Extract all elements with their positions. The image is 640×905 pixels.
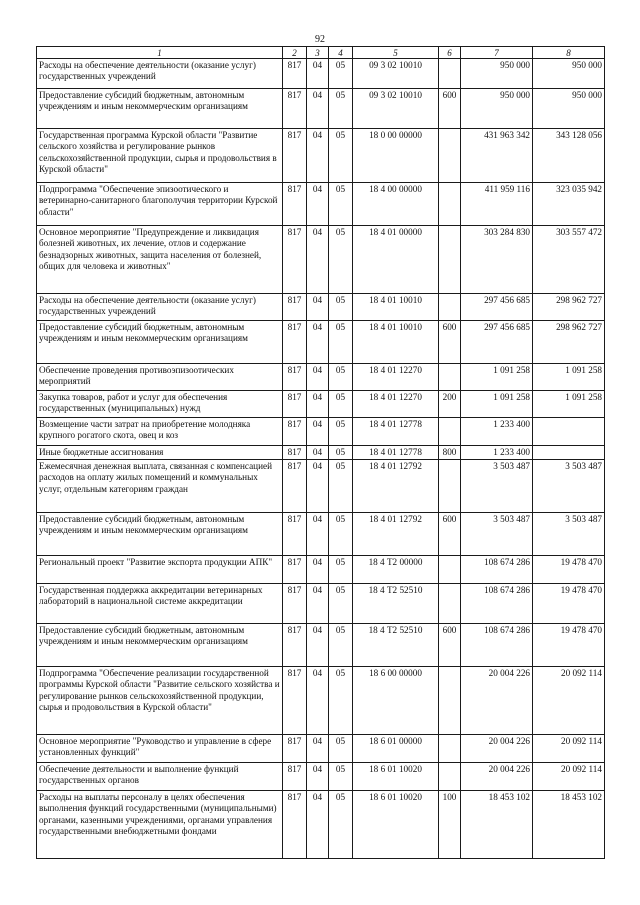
- budget-table: [36, 46, 605, 859]
- row-vr: [439, 667, 461, 735]
- row-name: Обеспечение деятельности и выполнение функций государственных органов: [37, 763, 283, 791]
- header-col-4: 4: [329, 47, 353, 59]
- row-sum2: 950 000: [533, 59, 605, 89]
- row-sum1: 431 963 342: [461, 129, 533, 183]
- row-sum2: 19 478 470: [533, 584, 605, 624]
- header-col-7: 7: [461, 47, 533, 59]
- row-grbs: 817: [283, 294, 307, 321]
- row-sum1: 108 674 286: [461, 624, 533, 667]
- row-vr: [439, 226, 461, 294]
- row-sum1: 1 233 400: [461, 446, 533, 460]
- row-vr: 600: [439, 89, 461, 129]
- row-name: Иные бюджетные ассигнования: [37, 446, 283, 460]
- row-rz: 04: [307, 364, 329, 391]
- row-pr: 05: [329, 391, 353, 418]
- table-row: [37, 624, 605, 667]
- row-sum2: 20 092 114: [533, 763, 605, 791]
- row-sum2: 298 962 727: [533, 294, 605, 321]
- row-grbs: 817: [283, 391, 307, 418]
- row-sum1: 3 503 487: [461, 460, 533, 513]
- row-grbs: 817: [283, 624, 307, 667]
- row-sum2: 303 557 472: [533, 226, 605, 294]
- table-row: [37, 667, 605, 735]
- row-rz: 04: [307, 446, 329, 460]
- row-csr: 18 0 00 00000: [353, 129, 439, 183]
- row-vr: 100: [439, 791, 461, 859]
- table-row: [37, 460, 605, 513]
- row-pr: 05: [329, 321, 353, 364]
- row-name: Обеспечение проведения противоэпизоотических мероприятий: [37, 364, 283, 391]
- row-pr: 05: [329, 183, 353, 226]
- row-vr: [439, 735, 461, 763]
- table-row: [37, 446, 605, 460]
- row-csr: 18 6 01 00000: [353, 735, 439, 763]
- row-vr: [439, 418, 461, 446]
- row-rz: 04: [307, 460, 329, 513]
- row-grbs: 817: [283, 667, 307, 735]
- row-csr: 18 6 00 00000: [353, 667, 439, 735]
- row-sum2: 950 000: [533, 89, 605, 129]
- row-rz: 04: [307, 391, 329, 418]
- row-vr: [439, 364, 461, 391]
- row-sum1: 297 456 685: [461, 294, 533, 321]
- row-sum1: 411 959 116: [461, 183, 533, 226]
- table-row: [37, 294, 605, 321]
- row-name: Расходы на выплаты персоналу в целях обеспечения выполнения функций государственными (муниципальными) органами, казенными учреждениями, органами управления государственными внебюджетными фондами: [37, 791, 283, 859]
- table-row: [37, 584, 605, 624]
- row-pr: 05: [329, 59, 353, 89]
- row-grbs: 817: [283, 763, 307, 791]
- row-sum1: 950 000: [461, 59, 533, 89]
- row-rz: 04: [307, 735, 329, 763]
- row-vr: 600: [439, 624, 461, 667]
- row-rz: 04: [307, 667, 329, 735]
- header-col-6: 6: [439, 47, 461, 59]
- row-pr: 05: [329, 89, 353, 129]
- row-pr: 05: [329, 226, 353, 294]
- row-grbs: 817: [283, 791, 307, 859]
- row-name: Государственная программа Курской области "Развитие сельского хозяйства и регулирование рынков сельскохозяйственной продукции, сырья и продовольствия в Курской области": [37, 129, 283, 183]
- table-row: [37, 129, 605, 183]
- table-row: [37, 513, 605, 556]
- row-grbs: 817: [283, 735, 307, 763]
- row-vr: [439, 556, 461, 584]
- page-number: 92: [315, 34, 325, 45]
- header-col-2: 2: [283, 47, 307, 59]
- row-grbs: 817: [283, 513, 307, 556]
- row-name: Предоставление субсидий бюджетным, автономным учреждениям и иным некоммерческим организациям: [37, 89, 283, 129]
- row-rz: 04: [307, 791, 329, 859]
- row-grbs: 817: [283, 418, 307, 446]
- row-sum1: 297 456 685: [461, 321, 533, 364]
- header-row: [37, 47, 605, 59]
- row-sum1: 108 674 286: [461, 584, 533, 624]
- row-sum2: 19 478 470: [533, 556, 605, 584]
- row-csr: 18 4 01 10010: [353, 294, 439, 321]
- row-name: Основное мероприятие "Руководство и управление в сфере установленных функций": [37, 735, 283, 763]
- row-sum1: 20 004 226: [461, 763, 533, 791]
- row-pr: 05: [329, 735, 353, 763]
- row-pr: 05: [329, 556, 353, 584]
- row-csr: 18 6 01 10020: [353, 791, 439, 859]
- row-vr: [439, 183, 461, 226]
- row-pr: 05: [329, 364, 353, 391]
- row-csr: 09 3 02 10010: [353, 89, 439, 129]
- row-name: Государственная поддержка аккредитации ветеринарных лабораторий в национальной системе аккредитации: [37, 584, 283, 624]
- row-sum2: 298 962 727: [533, 321, 605, 364]
- row-grbs: 817: [283, 556, 307, 584]
- table-row: [37, 735, 605, 763]
- row-name: Возмещение части затрат на приобретение молодняка крупного рогатого скота, овец и коз: [37, 418, 283, 446]
- row-grbs: 817: [283, 460, 307, 513]
- table-row: [37, 89, 605, 129]
- table-row: [37, 364, 605, 391]
- row-sum1: 950 000: [461, 89, 533, 129]
- row-grbs: 817: [283, 59, 307, 89]
- row-sum2: 18 453 102: [533, 791, 605, 859]
- row-grbs: 817: [283, 364, 307, 391]
- table-row: [37, 418, 605, 446]
- row-vr: [439, 294, 461, 321]
- row-vr: [439, 460, 461, 513]
- row-name: Предоставление субсидий бюджетным, автономным учреждениям и иным некоммерческим организациям: [37, 321, 283, 364]
- row-rz: 04: [307, 294, 329, 321]
- row-csr: 18 4 01 10010: [353, 321, 439, 364]
- row-rz: 04: [307, 624, 329, 667]
- row-csr: 18 4 01 12778: [353, 418, 439, 446]
- row-csr: 18 4 01 12270: [353, 391, 439, 418]
- row-rz: 04: [307, 129, 329, 183]
- row-grbs: 817: [283, 183, 307, 226]
- row-pr: 05: [329, 446, 353, 460]
- row-rz: 04: [307, 556, 329, 584]
- table-row: [37, 321, 605, 364]
- row-name: Закупка товаров, работ и услуг для обеспечения государственных (муниципальных) нужд: [37, 391, 283, 418]
- row-csr: 18 4 Т2 00000: [353, 556, 439, 584]
- row-vr: [439, 763, 461, 791]
- row-sum2: 1 091 258: [533, 391, 605, 418]
- row-rz: 04: [307, 763, 329, 791]
- row-pr: 05: [329, 791, 353, 859]
- row-csr: 18 6 01 10020: [353, 763, 439, 791]
- table-row: [37, 763, 605, 791]
- header-col-5: 5: [353, 47, 439, 59]
- row-vr: 600: [439, 513, 461, 556]
- table-row: [37, 556, 605, 584]
- row-pr: 05: [329, 460, 353, 513]
- row-name: Ежемесячная денежная выплата, связанная с компенсацией расходов на оплату жилых помещений и коммунальных услуг, отдельным категориям граждан: [37, 460, 283, 513]
- row-sum2: 1 091 258: [533, 364, 605, 391]
- row-name: Предоставление субсидий бюджетным, автономным учреждениям и иным некоммерческим организациям: [37, 513, 283, 556]
- row-grbs: 817: [283, 89, 307, 129]
- row-pr: 05: [329, 624, 353, 667]
- row-sum2: 19 478 470: [533, 624, 605, 667]
- row-csr: 18 4 Т2 52510: [353, 584, 439, 624]
- header-col-1: 1: [37, 47, 283, 59]
- row-name: Подпрограмма "Обеспечение реализации государственной программы Курской области "Развитие сельского хозяйства и регулирование рынков сельскохозяйственной продукции, сырья и продовольствия в Курской области": [37, 667, 283, 735]
- row-pr: 05: [329, 584, 353, 624]
- row-rz: 04: [307, 89, 329, 129]
- row-rz: 04: [307, 226, 329, 294]
- row-vr: [439, 129, 461, 183]
- row-sum1: 1 091 258: [461, 391, 533, 418]
- row-sum1: 108 674 286: [461, 556, 533, 584]
- row-sum2: 20 092 114: [533, 735, 605, 763]
- row-rz: 04: [307, 584, 329, 624]
- row-csr: 18 4 01 00000: [353, 226, 439, 294]
- row-csr: 18 4 Т2 52510: [353, 624, 439, 667]
- row-pr: 05: [329, 667, 353, 735]
- row-sum1: 1 233 400: [461, 418, 533, 446]
- row-pr: 05: [329, 294, 353, 321]
- row-name: Расходы на обеспечение деятельности (оказание услуг) государственных учреждений: [37, 294, 283, 321]
- row-pr: 05: [329, 418, 353, 446]
- row-name: Подпрограмма "Обеспечение эпизоотического и ветеринарно-санитарного благополучия территории Курской области": [37, 183, 283, 226]
- row-pr: 05: [329, 763, 353, 791]
- table-row: [37, 391, 605, 418]
- table-row: [37, 226, 605, 294]
- table-row: [37, 59, 605, 89]
- row-csr: 18 4 00 00000: [353, 183, 439, 226]
- table-row: [37, 183, 605, 226]
- row-grbs: 817: [283, 226, 307, 294]
- table-row: [37, 791, 605, 859]
- row-vr: [439, 584, 461, 624]
- row-sum1: 20 004 226: [461, 735, 533, 763]
- row-rz: 04: [307, 418, 329, 446]
- row-sum1: 303 284 830: [461, 226, 533, 294]
- row-name: Основное мероприятие "Предупреждение и ликвидация болезней животных, их лечение, отлов и содержание безнадзорных животных, защита населения от болезней, общих для человека и животных": [37, 226, 283, 294]
- row-csr: 18 4 01 12792: [353, 460, 439, 513]
- row-sum2: [533, 418, 605, 446]
- row-vr: 800: [439, 446, 461, 460]
- row-sum2: 343 128 056: [533, 129, 605, 183]
- row-sum2: 20 092 114: [533, 667, 605, 735]
- row-sum1: 20 004 226: [461, 667, 533, 735]
- row-vr: [439, 59, 461, 89]
- row-grbs: 817: [283, 321, 307, 364]
- row-sum2: 3 503 487: [533, 513, 605, 556]
- row-sum2: [533, 446, 605, 460]
- row-rz: 04: [307, 321, 329, 364]
- row-pr: 05: [329, 129, 353, 183]
- row-vr: 600: [439, 321, 461, 364]
- row-rz: 04: [307, 513, 329, 556]
- row-grbs: 817: [283, 584, 307, 624]
- row-name: Региональный проект "Развитие экспорта продукции АПК": [37, 556, 283, 584]
- header-col-3: 3: [307, 47, 329, 59]
- row-csr: 18 4 01 12270: [353, 364, 439, 391]
- row-csr: 18 4 01 12792: [353, 513, 439, 556]
- row-sum1: 1 091 258: [461, 364, 533, 391]
- row-sum1: 18 453 102: [461, 791, 533, 859]
- row-name: Расходы на обеспечение деятельности (оказание услуг) государственных учреждений: [37, 59, 283, 89]
- row-sum1: 3 503 487: [461, 513, 533, 556]
- row-grbs: 817: [283, 129, 307, 183]
- row-csr: 09 3 02 10010: [353, 59, 439, 89]
- row-rz: 04: [307, 183, 329, 226]
- row-rz: 04: [307, 59, 329, 89]
- row-csr: 18 4 01 12778: [353, 446, 439, 460]
- row-vr: 200: [439, 391, 461, 418]
- row-sum2: 3 503 487: [533, 460, 605, 513]
- row-name: Предоставление субсидий бюджетным, автономным учреждениям и иным некоммерческим организациям: [37, 624, 283, 667]
- row-pr: 05: [329, 513, 353, 556]
- row-grbs: 817: [283, 446, 307, 460]
- header-col-8: 8: [533, 47, 605, 59]
- row-sum2: 323 035 942: [533, 183, 605, 226]
